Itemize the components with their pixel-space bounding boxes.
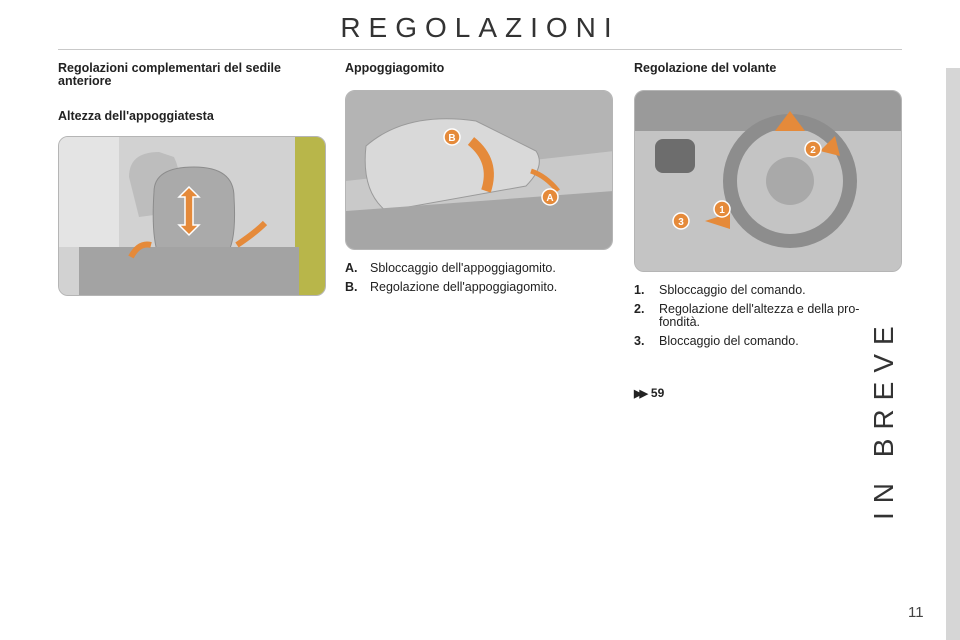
callout-3: 3 xyxy=(678,217,684,228)
steering-illustration xyxy=(635,91,902,272)
col3-heading: Regolazione del volante xyxy=(634,61,777,75)
page-title: REGOLAZIONI xyxy=(340,12,620,43)
callout-1: 1 xyxy=(719,205,725,216)
list-item xyxy=(634,303,892,329)
side-tab xyxy=(946,68,960,640)
callout-b: B xyxy=(448,133,456,144)
item-key: B. xyxy=(345,280,358,294)
callout-2: 2 xyxy=(810,145,816,156)
item-text: Sbloccaggio del comando. xyxy=(659,283,806,297)
page-number: 11 xyxy=(908,604,924,621)
section-label: IN BREVE xyxy=(868,317,899,520)
col3-legend xyxy=(634,284,892,354)
callout-a: A xyxy=(546,193,554,204)
armrest-illustration xyxy=(346,91,613,250)
col1-heading: Regolazioni complementari del sedile anteriore xyxy=(58,61,281,88)
steering-photo xyxy=(634,90,902,272)
item-key: 2. xyxy=(634,302,645,316)
item-text: Regolazione dell'altezza e della pro-fondità. xyxy=(659,302,860,329)
headrest-photo xyxy=(58,136,326,296)
list-item xyxy=(345,262,615,275)
headrest-illustration xyxy=(59,137,326,296)
col2-legend xyxy=(345,262,615,300)
item-text: Sbloccaggio dell'appoggiagomito. xyxy=(370,261,556,275)
item-text: Bloccaggio del comando. xyxy=(659,334,799,348)
list-item xyxy=(634,335,892,348)
col1-subheading: Altezza dell'appoggiatesta xyxy=(58,109,214,123)
item-key: A. xyxy=(345,261,358,275)
col2-heading: Appoggiagomito xyxy=(345,61,445,75)
item-key: 3. xyxy=(634,334,645,348)
page-reference[interactable] xyxy=(634,386,664,400)
list-item xyxy=(345,281,615,294)
item-key: 1. xyxy=(634,283,645,297)
item-text: Regolazione dell'appoggiagomito. xyxy=(370,280,558,294)
reference-page: 59 xyxy=(650,386,665,400)
title-divider xyxy=(58,49,902,50)
double-arrow-icon: ▶▶ xyxy=(634,387,645,400)
armrest-photo xyxy=(345,90,613,250)
list-item xyxy=(634,284,892,297)
